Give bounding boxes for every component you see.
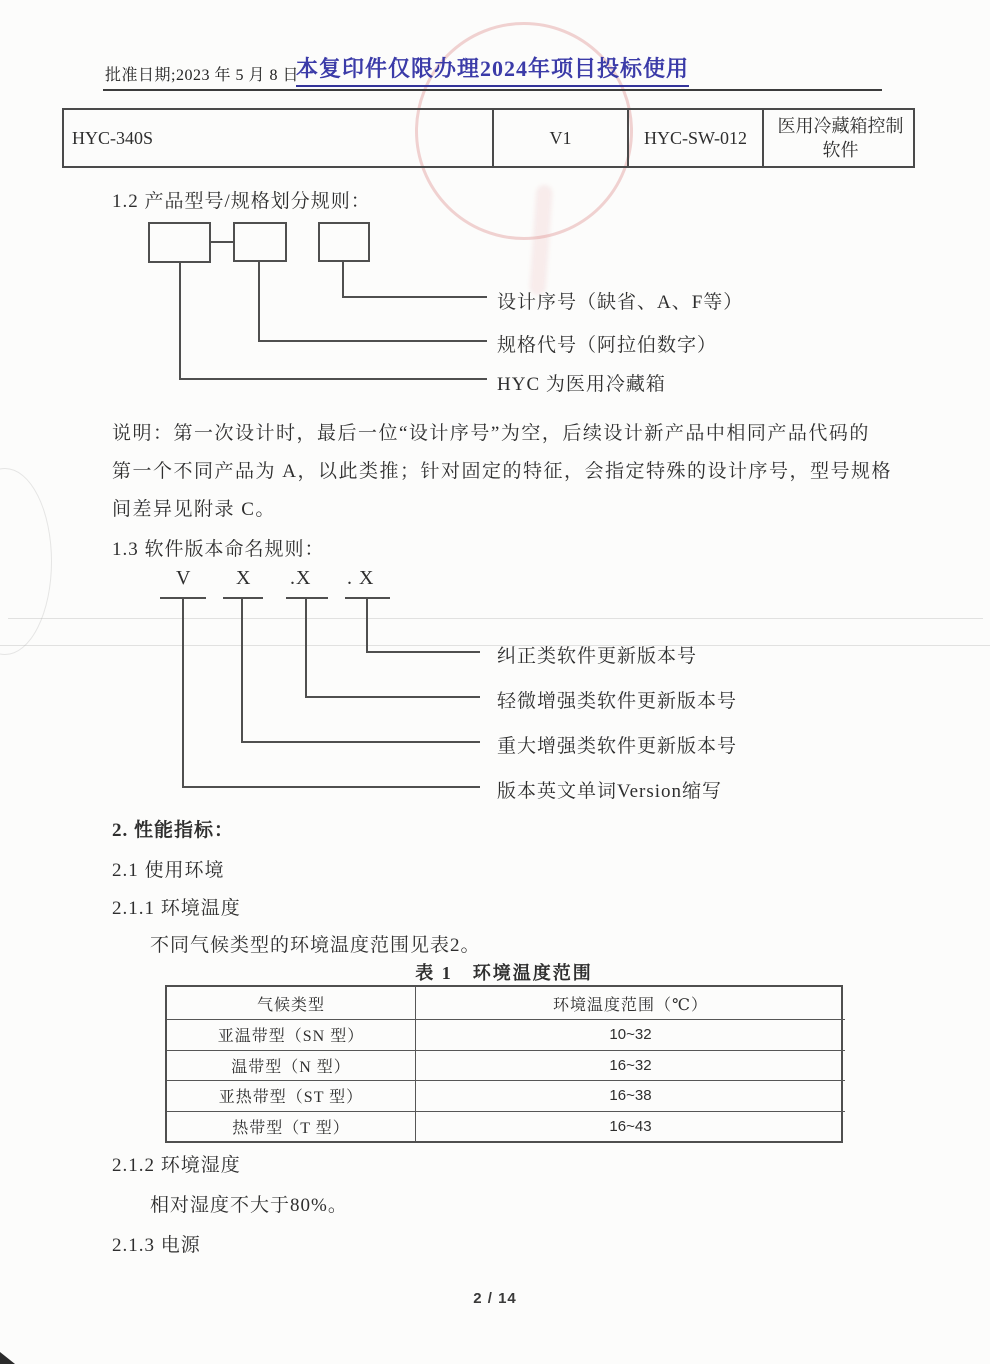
leader-vline-version (182, 599, 184, 788)
restriction-note: 本复印件仅限办理2024年项目投标使用 (296, 52, 689, 87)
temp-row-n-range: 16~32 (415, 1050, 845, 1081)
token-underline-x1 (223, 597, 263, 599)
model-code-box (148, 222, 211, 263)
leader-hline-design (342, 296, 487, 298)
design-serial-box (318, 222, 370, 262)
leader-hline-spec (258, 340, 487, 342)
temp-row-t-range: 16~43 (415, 1111, 845, 1142)
temp-row-st-range: 16~38 (415, 1080, 845, 1111)
page-number: 2 / 14 (473, 1290, 517, 1307)
temperature-table (165, 985, 843, 1143)
title-block-model: HYC-340S (72, 128, 154, 148)
callout-design-serial: 设计序号（缺省、A、F等） (497, 292, 744, 313)
temp-table-header-range: 环境温度范围（℃） (415, 987, 845, 1019)
section-2-1-3-heading: 2.1.3 电源 (112, 1235, 201, 1256)
callout-patch-version: 纠正类软件更新版本号 (497, 646, 698, 667)
title-block-table (62, 108, 915, 168)
temp-row-sn-type: 亚温带型（SN 型） (167, 1019, 415, 1050)
leader-hline-major (241, 741, 480, 743)
title-block-version: V1 (492, 110, 627, 166)
red-stamp-smudge (529, 185, 553, 296)
leader-vline-design (342, 262, 344, 298)
title-block-doc-name: 医用冷藏箱控制软件 (762, 110, 917, 166)
section-1-3-heading: 1.3 软件版本命名规则： (112, 539, 325, 560)
callout-hyc-meaning: HYC 为医用冷藏箱 (497, 374, 666, 395)
callout-spec-code: 规格代号（阿拉伯数字） (497, 335, 718, 356)
leader-vline-model (179, 263, 181, 380)
section-2-1-heading: 2.1 使用环境 (112, 860, 225, 881)
note-line-2: 第一个不同产品为 A，以此类推；针对固定的特征，会指定特殊的设计序号，型号规格 (112, 461, 892, 482)
section-2-1-1-text: 不同气候类型的环境温度范围见表2。 (150, 935, 481, 956)
version-token-x1: X (236, 567, 252, 589)
version-token-x2: .X (290, 567, 312, 589)
version-token-v: V (176, 567, 192, 589)
callout-major-version: 重大增强类软件更新版本号 (497, 736, 738, 757)
leader-hline-model (179, 378, 487, 380)
title-block-doc-code: HYC-SW-012 (627, 110, 762, 166)
table-1-caption: 表 1 环境温度范围 (415, 963, 593, 983)
section-2-1-2-text: 相对湿度不大于80%。 (150, 1195, 348, 1216)
callout-version-abbrev: 版本英文单词Version缩写 (497, 781, 723, 802)
note-line-3: 间差异见附录 C。 (112, 499, 276, 520)
bottom-left-corner-mark (0, 1352, 15, 1364)
token-underline-x2 (286, 597, 328, 599)
temp-row-t-type: 热带型（T 型） (167, 1111, 415, 1142)
leader-vline-spec (258, 262, 260, 342)
section-1-2-heading: 1.2 产品型号/规格划分规则： (112, 191, 371, 212)
section-2-1-1-heading: 2.1.1 环境温度 (112, 898, 241, 919)
header-rule (103, 89, 882, 91)
box-connector-line (211, 241, 233, 243)
temp-table-header-climate: 气候类型 (256, 996, 325, 1014)
leader-hline-minor (305, 696, 480, 698)
note-line-1: 说明：第一次设计时，最后一位“设计序号”为空，后续设计新产品中相同产品代码的 (112, 423, 870, 444)
leader-vline-patch (366, 599, 368, 653)
leader-vline-minor (305, 599, 307, 698)
temp-row-n-type: 温带型（N 型） (167, 1050, 415, 1081)
temp-row-sn-range: 10~32 (415, 1019, 845, 1050)
leader-hline-version (182, 786, 480, 788)
leader-vline-major (241, 599, 243, 743)
callout-minor-version: 轻微增强类软件更新版本号 (497, 691, 738, 712)
leader-hline-patch (366, 651, 480, 653)
spec-code-box (233, 222, 287, 262)
approval-date-label: 批准日期;2023 年 5 月 8 日 (105, 67, 299, 84)
section-2-1-2-heading: 2.1.2 环境湿度 (112, 1155, 241, 1176)
version-token-x3: . X (347, 567, 375, 589)
section-2-heading: 2. 性能指标： (112, 820, 235, 841)
left-edge-stain (0, 468, 52, 655)
scan-artifact-line-2 (0, 645, 990, 646)
scan-artifact-line-1 (8, 618, 983, 619)
temp-row-st-type: 亚热带型（ST 型） (167, 1080, 415, 1111)
